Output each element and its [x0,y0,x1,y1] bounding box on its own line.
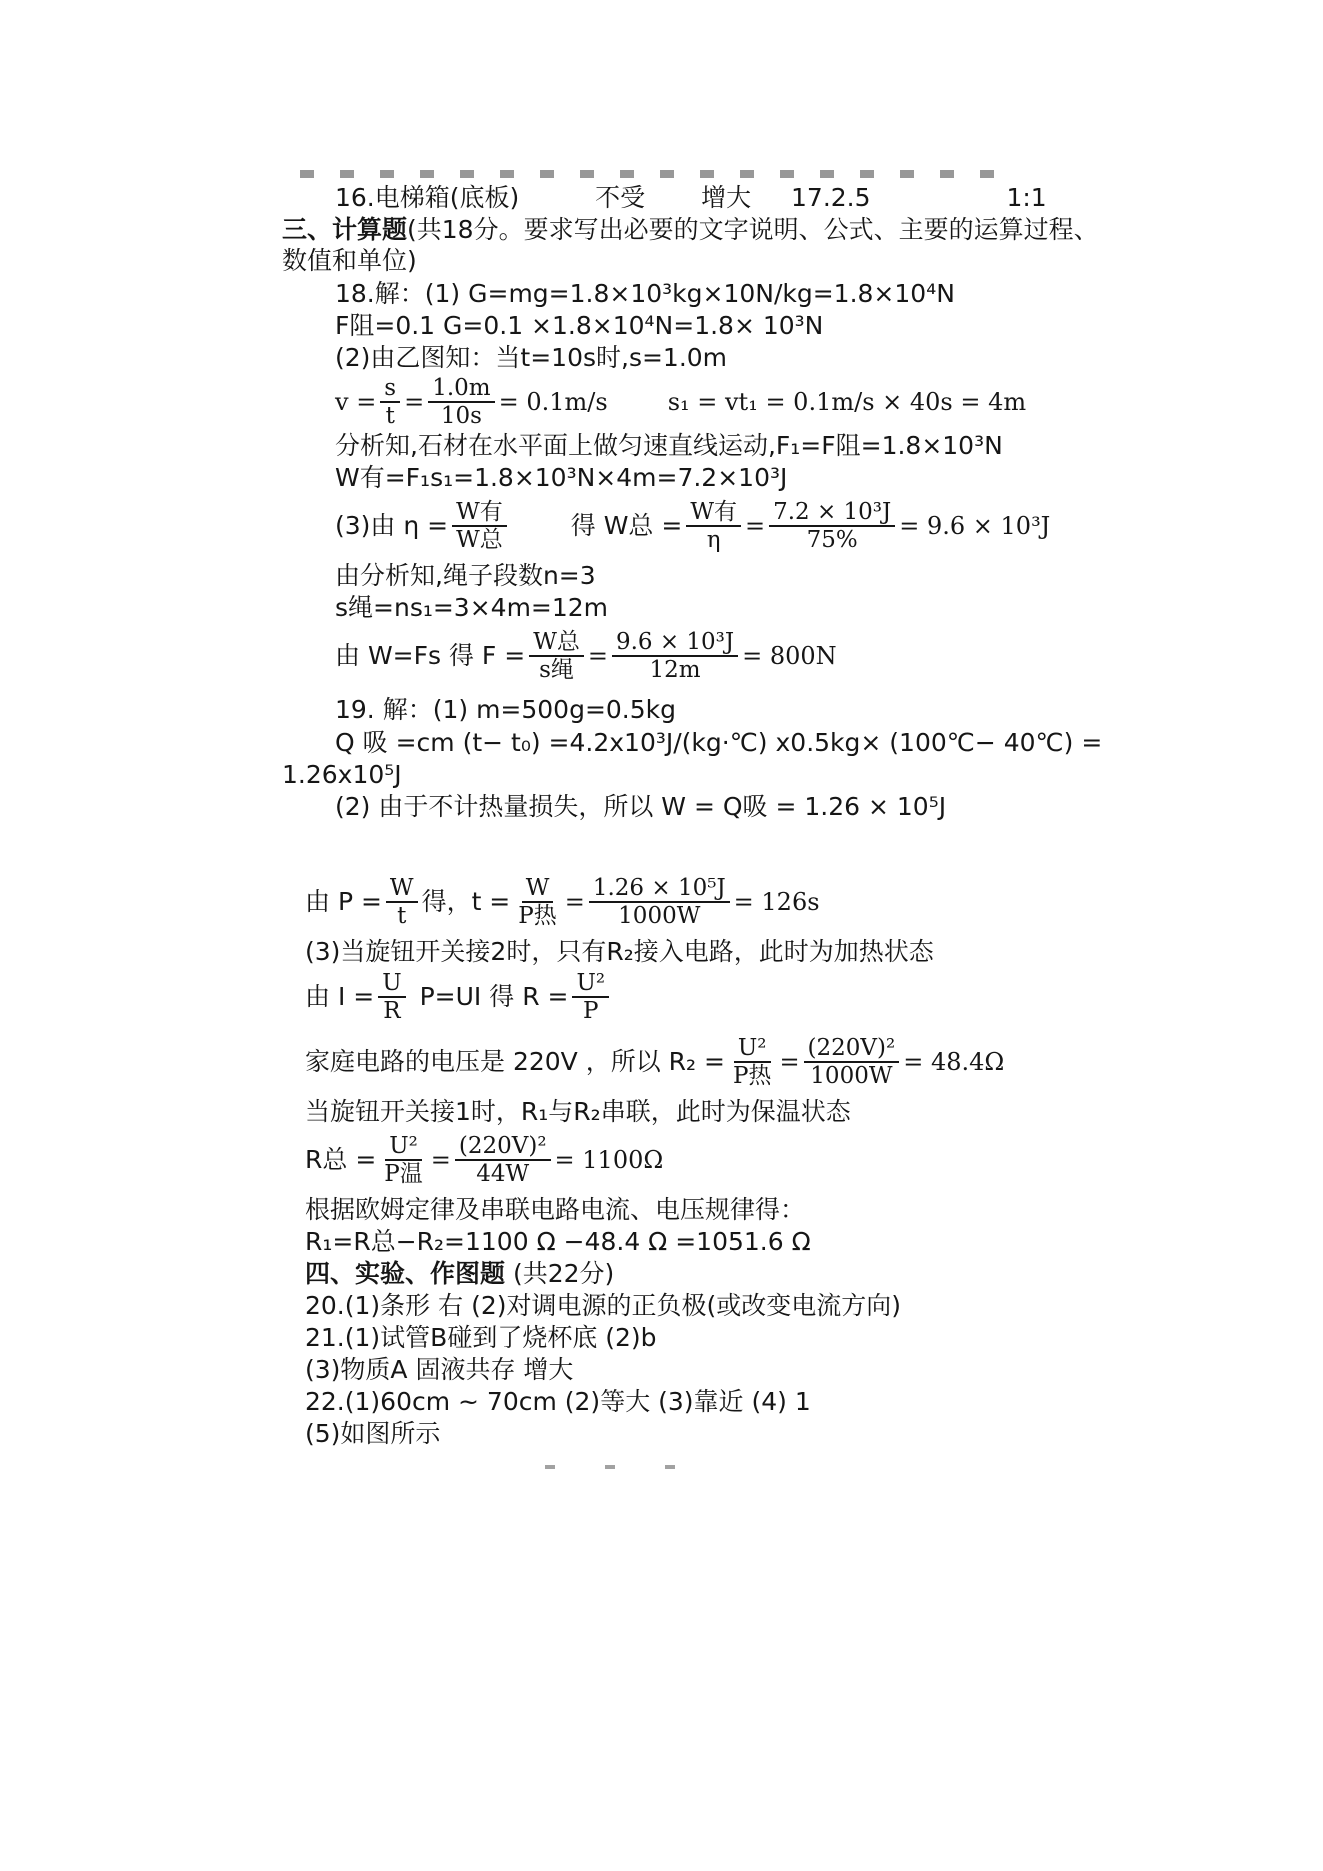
q18-force-result: = 800N [742,642,837,670]
q18-s1: s₁ = vt₁ = 0.1m/s × 40s = 4m [667,388,1027,416]
q18-gravity: G=mg=1.8×10³kg×10N/kg=1.8×10⁴N [468,279,955,308]
section3-title: 三、计算题 [282,215,408,244]
q19-r2-frac [729,1035,775,1089]
frac-num: U² [385,1133,422,1161]
frac-num: W总 [529,629,584,657]
frac-num: U² [734,1035,771,1063]
q16-label: 16.电梯箱(底板) [335,183,520,212]
frac-num: s [380,375,400,403]
q19-ohm [305,966,613,1028]
q18-eff-label: (3)由 η = [335,511,449,540]
q19-mass: 19. 解：(1) m=500g=0.5kg [335,695,677,724]
frac-num: 7.2 × 10³J [769,499,895,527]
equals: = [430,1146,451,1174]
q19-r1: R₁=R总−R₂=1100 Ω −48.4 Ω =1051.6 Ω [305,1227,811,1256]
q19-rtotal-label: R总 = [305,1145,377,1174]
frac-num: W有 [452,499,507,527]
q18-velocity [335,372,1026,432]
q16-answer-a: 不受 [595,183,646,212]
q18-v-label: v = [335,388,377,416]
q21-answer-2: (3)物质A 固液共存 增大 [305,1355,574,1384]
frac-den: R [383,998,401,1024]
q18-eff-frac [452,499,507,553]
section4-title: 四、实验、作图题 [305,1259,506,1288]
q19-rtotal-frac [380,1133,426,1187]
q19-time [305,870,820,934]
q19-time-frac [514,875,560,929]
frac-den: s绳 [539,657,574,683]
frac-den: P [583,998,599,1024]
section3-desc: (共18分。要求写出必要的文字说明、公式、主要的运算过程、 [407,215,1099,244]
q18-total-frac [686,499,741,553]
q18-rope-distance: s绳=ns₁=3×4m=12m [335,593,609,622]
frac-num: 1.26 × 10⁵J [589,875,730,903]
q18-force-label: 由 W=Fs 得 F = [335,641,526,670]
q19-ohm-mid: P=UI 得 R = [419,982,569,1011]
q19-r2-value-frac [804,1035,900,1089]
q18-total-result: = 9.6 × 10³J [899,512,1051,540]
q16-answer-c: 17.2.5 [791,183,871,212]
frac-den: η [706,527,721,553]
q18-force-value-frac [612,629,738,683]
frac-num: U² [572,970,609,998]
frac-den: W总 [456,527,503,553]
frac-den: 75% [806,527,858,553]
frac-num: (220V)² [804,1035,900,1063]
q18-v-frac [380,375,400,429]
bottom-cut-line [545,1465,725,1469]
q19-series-state: 当旋钮开关接1时，R₁与R₂串联，此时为保温状态 [305,1097,851,1126]
frac-den: 1000W [810,1063,893,1089]
q18-line-1 [335,278,955,310]
section3-header [282,214,1099,246]
q19-ohm-label: 由 I = [305,982,375,1011]
frac-den: 10s [440,403,482,429]
section3-desc-2: 数值和单位) [282,246,417,275]
q19-current-frac [378,970,405,1024]
q22-answer-2: (5)如图所示 [305,1419,441,1448]
equals: = [587,642,608,670]
frac-num: (220V)² [455,1133,551,1161]
q18-force-frac [529,629,584,683]
q19-time-mid: 得，t = [421,887,511,916]
q19-heat: Q 吸 =cm (t− t₀) =4.2x10³J/(kg·℃) x0.5kg× (100℃− 40℃) = [335,728,1103,757]
frac-den: t [397,903,407,929]
q19-heat-result: 1.26x10⁵J [282,760,402,789]
frac-num: 1.0m [428,375,494,403]
frac-num: U [378,970,405,998]
q19-time-label: 由 P = [305,887,382,916]
q18-efficiency [335,494,1050,558]
q19-rtotal [305,1128,663,1192]
q16-answer-b: 增大 [701,183,752,212]
q19-power-frac [386,875,418,929]
q18-part2: (2)由乙图知：当t=10s时,s=1.0m [335,343,728,372]
frac-num: W [386,875,418,903]
q18-head: 18.解：(1) [335,279,469,308]
frac-den: 1000W [618,903,701,929]
top-cut-line [300,170,1020,178]
q16-line [335,182,1047,214]
frac-den: P热 [518,903,557,929]
q19-rtotal-value-frac [455,1133,551,1187]
q19-r2-label: 家庭电路的电压是 220V ，所以 R₂ = [305,1047,725,1076]
q19-law: 根据欧姆定律及串联电路电流、电压规律得： [305,1195,806,1224]
q19-resistance-frac [572,970,609,1024]
q19-work: (2) 由于不计热量损失，所以 W = Q吸 = 1.26 × 10⁵J [335,792,947,821]
q18-analysis: 分析知,石材在水平面上做匀速直线运动,F₁=F阻=1.8×10³N [335,431,1003,460]
q19-r2 [305,1030,1004,1094]
q19-heating-state: (3)当旋钮开关接2时，只有R₂接入电路，此时为加热状态 [305,937,934,966]
frac-den: P热 [732,1063,772,1089]
q18-useful-work: W有=F₁s₁=1.8×10³N×4m=7.2×10³J [335,463,788,492]
q18-force [335,624,837,688]
q19-time-result: = 126s [733,888,820,916]
frac-den: P温 [384,1161,423,1187]
equals: = [404,388,425,416]
q21-answer-1: 21.(1)试管B碰到了烧杯底 (2)b [305,1323,657,1352]
q18-total-value-frac [769,499,895,553]
q19-rtotal-result: = 1100Ω [554,1146,664,1174]
section4-header [305,1258,614,1290]
frac-den: 44W [476,1161,530,1187]
q20-answer: 20.(1)条形 右 (2)对调电源的正负极(或改变电流方向) [305,1291,901,1320]
equals: = [744,512,766,540]
q19-r2-result: = 48.4Ω [903,1048,1005,1076]
q22-answer-1: 22.(1)60cm ~ 70cm (2)等大 (3)靠近 (4) 1 [305,1387,811,1416]
q16-answer-d: 1:1 [1006,183,1047,212]
equals: = [564,888,585,916]
q18-v-value-frac [428,375,494,429]
q18-v-result: = 0.1m/s [498,388,608,416]
equals: = [779,1048,800,1076]
frac-num: 9.6 × 10³J [612,629,738,657]
q18-total-label: 得 W总 = [570,511,683,540]
q19-time-value-frac [589,875,730,929]
q18-friction: F阻=0.1 G=0.1 ×1.8×10⁴N=1.8× 10³N [335,311,824,340]
frac-den: 12m [649,657,701,683]
section4-desc: (共22分) [505,1259,615,1288]
frac-num: W [522,875,554,903]
frac-num: W有 [686,499,741,527]
frac-den: t [385,403,395,429]
q18-segments: 由分析知,绳子段数n=3 [335,561,596,590]
